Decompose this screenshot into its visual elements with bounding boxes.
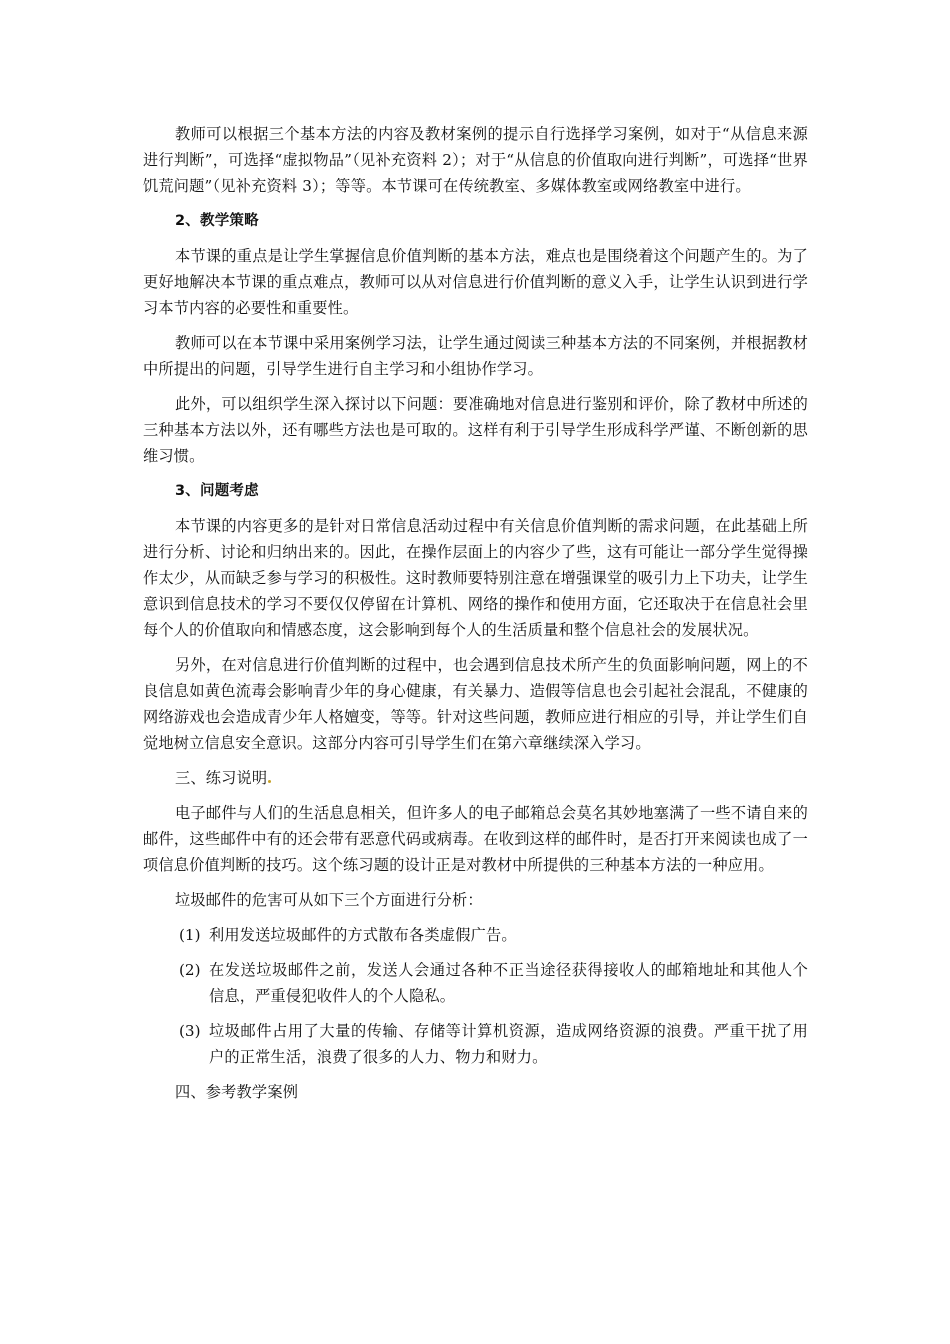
heading-issue-considerations: 3、问题考虑 bbox=[175, 483, 259, 499]
list-item-text: 在发送垃圾邮件之前，发送人会通过各种不正当途径获得接收人的邮箱地址和其他人个信息，严重侵犯收件人的个人隐私。 bbox=[209, 961, 808, 1005]
section-exercise-notes bbox=[143, 765, 808, 791]
list-item bbox=[143, 922, 808, 948]
list-item-number: (1) bbox=[179, 926, 201, 944]
paragraph-strategy-1: 本节课的重点是让学生掌握信息价值判断的基本方法，难点也是围绕着这个问题产生的。为了更好地解决本节课的重点难点，教师可以从对信息进行价值判断的意义入手，让学生认识到进行学习本节内容的必要性和重要性。 bbox=[143, 247, 808, 317]
paragraph-exercise-2: 垃圾邮件的危害可从如下三个方面进行分析： bbox=[175, 891, 483, 909]
section-exercise-label: 三、练习说明 bbox=[175, 769, 268, 787]
document-body bbox=[143, 121, 808, 1114]
edit-mark-icon bbox=[268, 780, 271, 783]
section-reference-cases: 四、参考教学案例 bbox=[175, 1083, 299, 1101]
list-item bbox=[143, 1018, 808, 1070]
paragraph-exercise-1: 电子邮件与人们的生活息息相关，但许多人的电子邮箱总会莫名其妙地塞满了一些不请自来的邮件，这些邮件中有的还会带有恶意代码或病毒。在收到这样的邮件时，是否打开来阅读也成了一项信息价值判断的技巧。这个练习题的设计正是对教材中所提供的三种基本方法的一种应用。 bbox=[143, 804, 808, 874]
paragraph-issues-2: 另外，在对信息进行价值判断的过程中，也会遇到信息技术所产生的负面影响问题，网上的不良信息如黄色流毒会影响青少年的身心健康，有关暴力、造假等信息也会引起社会混乱，不健康的网络游戏也会造成青少年人格嬗变，等等。针对这些问题，教师应进行相应的引导，并让学生们自觉地树立信息安全意识。这部分内容可引导学生们在第六章继续深入学习。 bbox=[143, 656, 808, 752]
list-item bbox=[143, 957, 808, 1009]
paragraph-intro: 教师可以根据三个基本方法的内容及教材案例的提示自行选择学习案例，如对于“从信息来源进行判断”，可选择“虚拟物品”（见补充资料 2）；对于“从信息的价值取向进行判断”，可选择“世界饥荒问题”（见补充资料 3）；等等。本节课可在传统教室、多媒体教室或网络教室中进行。 bbox=[143, 125, 808, 195]
paragraph-strategy-3: 此外，可以组织学生深入探讨以下问题：要准确地对信息进行鉴别和评价，除了教材中所述的三种基本方法以外，还有哪些方法也是可取的。这样有利于引导学生形成科学严谨、不断创新的思维习惯。 bbox=[143, 395, 808, 465]
paragraph-issues-1: 本节课的内容更多的是针对日常信息活动过程中有关信息价值判断的需求问题，在此基础上所进行分析、讨论和归纳出来的。因此，在操作层面上的内容少了些，这有可能让一部分学生觉得操作太少，从而缺乏参与学习的积极性。这时教师要特别注意在增强课堂的吸引力上下功夫，让学生意识到信息技术的学习不要仅仅停留在计算机、网络的操作和使用方面，它还取决于在信息社会里每个人的价值取向和情感态度，这会影响到每个人的生活质量和整个信息社会的发展状况。 bbox=[143, 517, 808, 639]
spam-harm-list bbox=[143, 922, 808, 1070]
list-item-number: (2) bbox=[179, 961, 201, 979]
list-item-text: 垃圾邮件占用了大量的传输、存储等计算机资源，造成网络资源的浪费。严重干扰了用户的正常生活，浪费了很多的人力、物力和财力。 bbox=[209, 1022, 808, 1066]
paragraph-strategy-2: 教师可以在本节课中采用案例学习法，让学生通过阅读三种基本方法的不同案例，并根据教材中所提出的问题，引导学生进行自主学习和小组协作学习。 bbox=[143, 334, 808, 378]
list-item-text: 利用发送垃圾邮件的方式散布各类虚假广告。 bbox=[209, 926, 517, 944]
list-item-number: (3) bbox=[179, 1022, 201, 1040]
heading-teaching-strategy: 2、教学策略 bbox=[175, 213, 259, 229]
